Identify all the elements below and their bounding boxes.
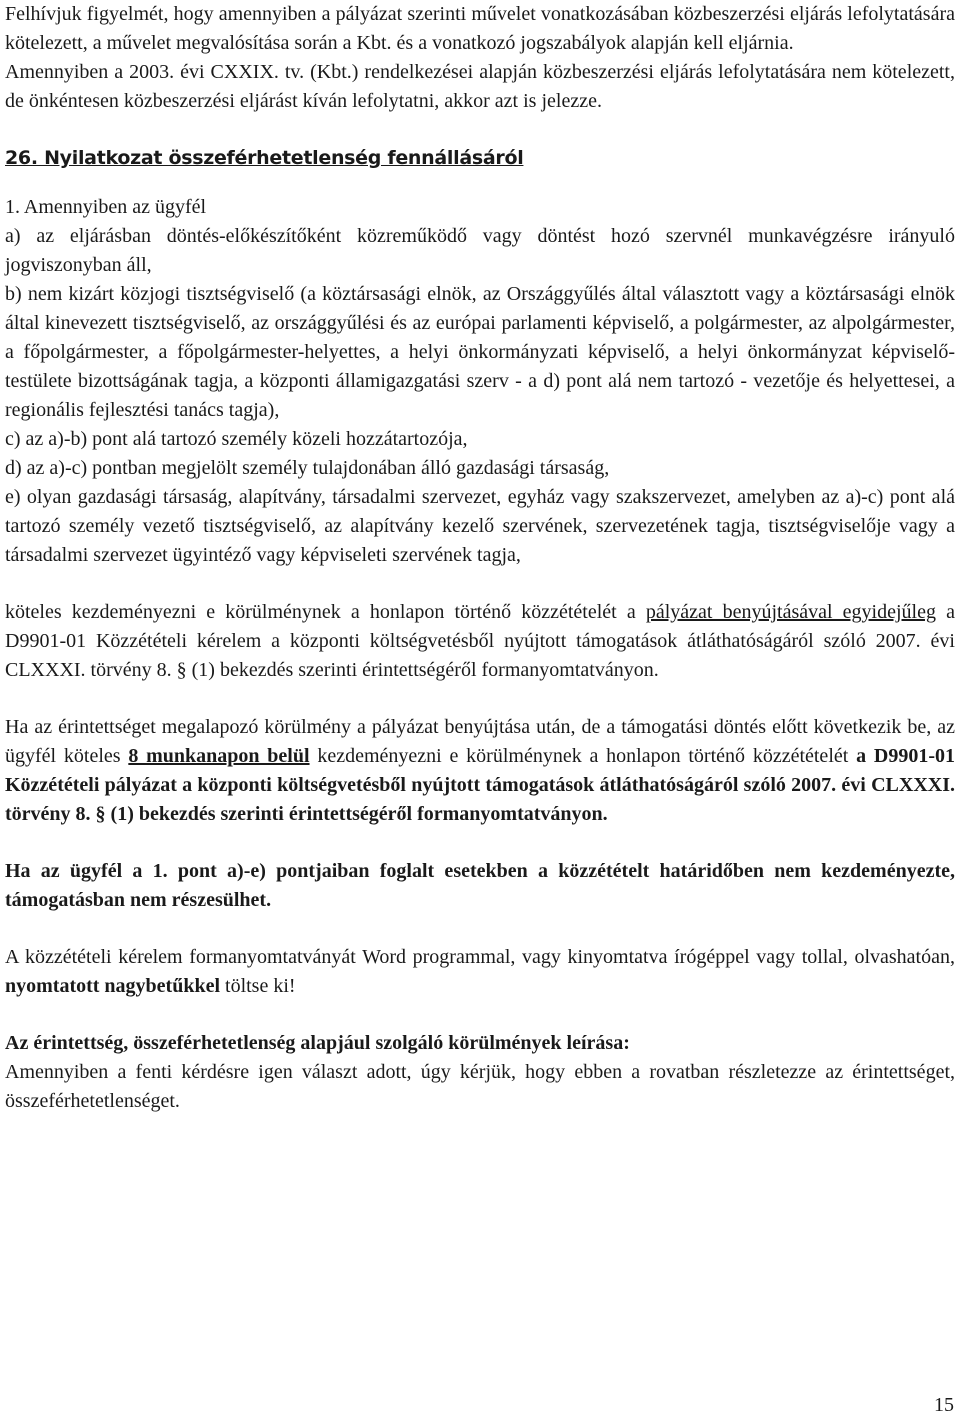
intro-paragraph-2: Amennyiben a 2003. évi CXXIX. tv. (Kbt.) rendelkezései alapján közbeszerzési eljárás lefolytatására nem kötelezett, de önkéntesen közbeszerzési eljárást kíván lefolytatni, akkor azt is jelezze. xyxy=(5,61,955,112)
obligation-paragraph xyxy=(5,598,955,685)
obligation-text-3: a D9901-01 Közzétételi kérelem a központi költségvetésből nyújtott támogatások átláthatóságáról szóló 2007. évi CLXXXI. törvény 8. § (1) bekezdés szerinti érintettségéről formanyomtatványon. xyxy=(5,601,955,681)
intro-paragraph-1: Felhívjuk figyelmét, hogy amennyiben a pályázat szerinti művelet vonatkozásában közbeszerzési eljárás lefolytatására kötelezett, a művelet megvalósítása során a Kbt. és a vonatkozó jogszabályok alapján kell eljárnia. xyxy=(5,3,955,54)
form-note-emphasis: nyomtatott nagybetűkkel xyxy=(5,975,221,997)
section-heading: 26. Nyilatkozat összeférhetetlenség fennállásáról xyxy=(5,147,524,169)
condition-b: b) nem kizárt közjogi tisztségviselő (a köztársasági elnök, az Országgyűlés által választott vagy a köztársasági elnök által kinevezett tisztségviselő, az országgyűlési és az európai parlamenti képviselő, a polgármester, az alpolgármester, a főpolgármester, a főpolgármester-helyettes, a helyi önkormányzati képviselő, a helyi önkormányzat képviselő-testülete bizottságának tagja, a központi államigazgatási szerv - a d) pont alá nem tartozó - vezetője és helyettesei, a regionális fejlesztési tanács tagja), xyxy=(5,283,955,421)
later-text-1: Ha az érintettséget megalapozó körülmény a pályázat benyújtása után, de a támogatási döntés előtt következik be, az ügyfél köteles xyxy=(5,716,955,767)
document-page xyxy=(5,0,955,1116)
form-note-paragraph xyxy=(5,943,955,1001)
condition-e: e) olyan gazdasági társaság, alapítvány, társadalmi szervezet, egyház vagy szakszervezet, amelyben az a)-c) pont alá tartozó személy vezető tisztségviselő, az alapítvány kezelő szervének, szervezetének tagja, tisztségviselője vagy a társadalmi szervezet ügyintéző vagy képviseleti szervének tagja, xyxy=(5,486,955,566)
page-number: 15 xyxy=(934,1394,954,1416)
condition-c: c) az a)-b) pont alá tartozó személy közeli hozzátartozója, xyxy=(5,428,468,450)
form-note-text-3: töltse ki! xyxy=(220,975,296,997)
later-form-reference: a D9901-01 Közzétételi pályázat a központi költségvetésből nyújtott támogatások átláthatóságáról szóló 2007. évi CLXXXI. törvény 8. § (1) bekezdés szerinti érintettségéről formanyomtatványon. xyxy=(5,745,955,825)
description-title-text: Az érintettség, összeférhetetlenség alapjául szolgáló körülmények leírása: xyxy=(5,1032,630,1054)
later-deadline: 8 munkanapon belül xyxy=(128,745,310,767)
warning-text: Ha az ügyfél a 1. pont a)-e) pontjaiban foglalt esetekben a közzétételt határidőben nem kezdeményezte, támogatásban nem részesülhet. xyxy=(5,860,955,911)
later-paragraph xyxy=(5,713,955,829)
description-text: Amennyiben a fenti kérdésre igen választ adott, úgy kérjük, hogy ebben a rovatban részletezze az érintettséget, összeférhetetlenséget. xyxy=(5,1061,955,1112)
condition-d: d) az a)-c) pontban megjelölt személy tulajdonában álló gazdasági társaság, xyxy=(5,457,610,479)
description-title xyxy=(5,1029,955,1058)
obligation-deadline: pályázat benyújtásával egyidejűleg xyxy=(645,601,936,623)
section-item-1: 1. Amennyiben az ügyfél xyxy=(5,196,207,218)
warning-paragraph xyxy=(5,857,955,915)
later-text-3: kezdeményezni e körülménynek a honlapon történő közzétételét xyxy=(309,745,857,767)
obligation-text-1: köteles kezdeményezni e körülménynek a honlapon történő közzétételét a xyxy=(5,601,646,623)
condition-a: a) az eljárásban döntés-előkészítőként közreműködő vagy döntést hozó szervnél munkavégzésre irányuló jogviszonyban áll, xyxy=(5,225,955,276)
form-note-text-1: A közzétételi kérelem formanyomtatványát Word programmal, vagy kinyomtatva írógéppel vagy tollal, olvashatóan, xyxy=(5,946,955,968)
